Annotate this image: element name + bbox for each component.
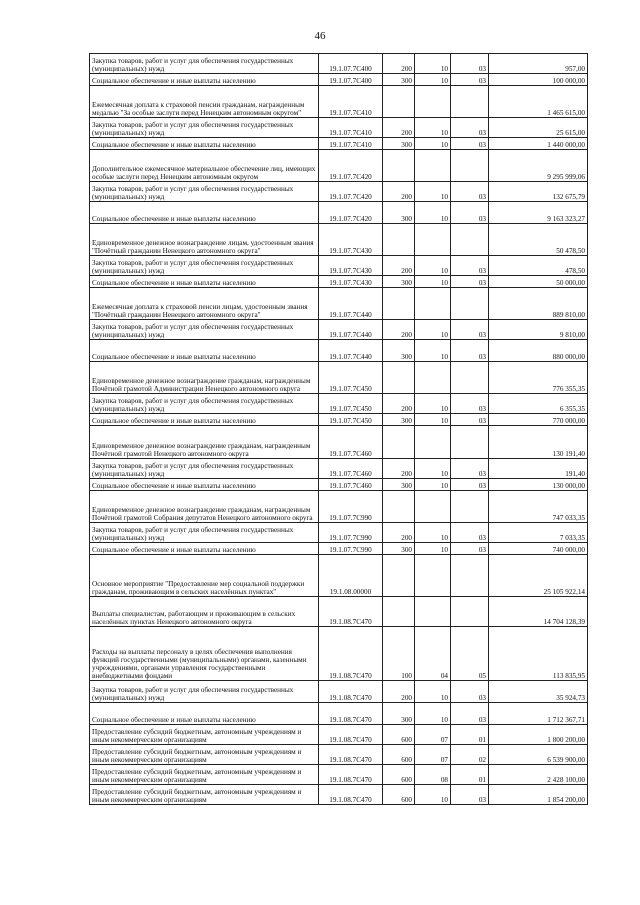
row-name-cell: Социальное обеспечение и иные выплаты населению xyxy=(90,74,319,86)
subsection-cell: 02 xyxy=(451,745,489,765)
subsection-cell: 03 xyxy=(451,703,489,725)
table-row xyxy=(90,479,588,491)
expense-type-cell: 200 xyxy=(383,320,415,340)
subsection-cell: 03 xyxy=(451,54,489,74)
table-row xyxy=(90,523,588,543)
table-row xyxy=(90,627,588,681)
expense-type-cell: 200 xyxy=(383,459,415,479)
subsection-cell: 03 xyxy=(451,202,489,224)
subsection-cell xyxy=(451,426,489,459)
section-cell: 10 xyxy=(415,459,451,479)
expense-type-cell: 300 xyxy=(383,276,415,288)
target-article-cell: 19.1.07.7С990 xyxy=(319,491,383,523)
expense-type-cell: 300 xyxy=(383,74,415,86)
target-article-cell: 19.1.08.7С470 xyxy=(319,597,383,627)
section-cell: 10 xyxy=(415,394,451,414)
target-article-cell: 19.1.07.7С450 xyxy=(319,394,383,414)
expense-type-cell: 300 xyxy=(383,414,415,426)
target-article-cell: 19.1.07.7С400 xyxy=(319,54,383,74)
section-cell xyxy=(415,86,451,118)
subsection-cell: 03 xyxy=(451,340,489,362)
expense-type-cell xyxy=(383,491,415,523)
row-name-cell: Закупка товаров, работ и услуг для обеспечения государственных (муниципальных) нужд xyxy=(90,681,319,703)
table-row xyxy=(90,745,588,765)
subsection-cell xyxy=(451,597,489,627)
table-row xyxy=(90,491,588,523)
section-cell: 10 xyxy=(415,276,451,288)
section-cell: 04 xyxy=(415,627,451,681)
row-name-cell: Социальное обеспечение и иные выплаты населению xyxy=(90,479,319,491)
row-name-cell: Единовременное денежное вознаграждение гражданам, награжденным Почётной грамотой Администрации Ненецкого автономного округа xyxy=(90,362,319,394)
expense-type-cell: 200 xyxy=(383,256,415,276)
expense-type-cell xyxy=(383,597,415,627)
section-cell xyxy=(415,150,451,182)
expense-type-cell xyxy=(383,224,415,256)
amount-cell: 9 295 999,06 xyxy=(489,150,588,182)
amount-cell: 113 835,95 xyxy=(489,627,588,681)
target-article-cell: 19.1.08.7С470 xyxy=(319,725,383,745)
row-name-cell: Основное мероприятие "Предоставление мер социальной поддержки гражданам, проживающим в сельских населённых пунктах" xyxy=(90,555,319,597)
subsection-cell: 03 xyxy=(451,394,489,414)
table-row xyxy=(90,340,588,362)
expense-type-cell: 600 xyxy=(383,725,415,745)
table-row xyxy=(90,182,588,202)
row-name-cell: Единовременное денежное вознаграждение лицам, удостоенным звания "Почётный гражданин Ненецкого автономного округа" xyxy=(90,224,319,256)
expense-type-cell: 200 xyxy=(383,523,415,543)
subsection-cell: 03 xyxy=(451,320,489,340)
subsection-cell: 03 xyxy=(451,681,489,703)
target-article-cell: 19.1.07.7С440 xyxy=(319,320,383,340)
table-row xyxy=(90,202,588,224)
table-row xyxy=(90,555,588,597)
section-cell: 10 xyxy=(415,182,451,202)
amount-cell: 889 810,00 xyxy=(489,288,588,320)
expense-type-cell xyxy=(383,555,415,597)
section-cell: 07 xyxy=(415,745,451,765)
expense-type-cell: 200 xyxy=(383,394,415,414)
table-row xyxy=(90,86,588,118)
row-name-cell: Единовременное денежное вознаграждение гражданам, награжденным Почётной грамотой Собрания депутатов Ненецкого автономного округа xyxy=(90,491,319,523)
subsection-cell: 03 xyxy=(451,74,489,86)
target-article-cell: 19.1.08.7С470 xyxy=(319,785,383,805)
amount-cell: 130 000,00 xyxy=(489,479,588,491)
subsection-cell xyxy=(451,362,489,394)
section-cell xyxy=(415,597,451,627)
expense-type-cell: 300 xyxy=(383,479,415,491)
table-row xyxy=(90,725,588,745)
row-name-cell: Расходы на выплаты персоналу в целях обеспечения выполнения функций государственными (муниципальными) органами, казенными учреждениями, органами управления государственными внебюджетными фондами xyxy=(90,627,319,681)
table-row xyxy=(90,288,588,320)
subsection-cell xyxy=(451,150,489,182)
row-name-cell: Социальное обеспечение и иные выплаты населению xyxy=(90,414,319,426)
table-row xyxy=(90,703,588,725)
target-article-cell: 19.1.07.7С440 xyxy=(319,288,383,320)
section-cell xyxy=(415,362,451,394)
amount-cell: 740 000,00 xyxy=(489,543,588,555)
amount-cell: 6 355,35 xyxy=(489,394,588,414)
row-name-cell: Предоставление субсидий бюджетным, автономным учреждениям и иным некоммерческим организациям xyxy=(90,725,319,745)
expense-type-cell: 300 xyxy=(383,703,415,725)
amount-cell: 50 478,50 xyxy=(489,224,588,256)
target-article-cell: 19.1.07.7С990 xyxy=(319,523,383,543)
expense-type-cell: 300 xyxy=(383,138,415,150)
section-cell xyxy=(415,426,451,459)
subsection-cell xyxy=(451,491,489,523)
expense-type-cell: 600 xyxy=(383,745,415,765)
amount-cell: 9 163 323,27 xyxy=(489,202,588,224)
amount-cell: 25 615,00 xyxy=(489,118,588,138)
table-row xyxy=(90,414,588,426)
expense-type-cell: 200 xyxy=(383,182,415,202)
table-row xyxy=(90,394,588,414)
target-article-cell: 19.1.07.7С410 xyxy=(319,118,383,138)
section-cell xyxy=(415,288,451,320)
section-cell: 07 xyxy=(415,725,451,745)
expense-type-cell xyxy=(383,426,415,459)
amount-cell: 130 191,40 xyxy=(489,426,588,459)
amount-cell: 880 000,00 xyxy=(489,340,588,362)
row-name-cell: Ежемесячная доплата к страховой пенсии лицам, удостоенным звания "Почётный гражданин Ненецкого автономного округа" xyxy=(90,288,319,320)
subsection-cell: 03 xyxy=(451,523,489,543)
section-cell: 10 xyxy=(415,138,451,150)
expense-type-cell: 600 xyxy=(383,765,415,785)
table-row xyxy=(90,150,588,182)
amount-cell: 747 033,35 xyxy=(489,491,588,523)
subsection-cell: 03 xyxy=(451,118,489,138)
row-name-cell: Предоставление субсидий бюджетным, автономным учреждениям и иным некоммерческим организациям xyxy=(90,785,319,805)
target-article-cell: 19.1.08.7С470 xyxy=(319,681,383,703)
target-article-cell: 19.1.07.7С400 xyxy=(319,74,383,86)
row-name-cell: Социальное обеспечение и иные выплаты населению xyxy=(90,202,319,224)
subsection-cell: 03 xyxy=(451,543,489,555)
row-name-cell: Выплаты специалистам, работающим и проживающим в сельских населённых пунктах Ненецкого автономного округа xyxy=(90,597,319,627)
target-article-cell: 19.1.07.7С420 xyxy=(319,202,383,224)
expense-type-cell xyxy=(383,362,415,394)
row-name-cell: Закупка товаров, работ и услуг для обеспечения государственных (муниципальных) нужд xyxy=(90,182,319,202)
table-row xyxy=(90,224,588,256)
amount-cell: 35 924,73 xyxy=(489,681,588,703)
amount-cell: 100 000,00 xyxy=(489,74,588,86)
subsection-cell: 05 xyxy=(451,627,489,681)
section-cell: 10 xyxy=(415,340,451,362)
amount-cell: 6 539 900,00 xyxy=(489,745,588,765)
target-article-cell: 19.1.07.7С410 xyxy=(319,86,383,118)
section-cell xyxy=(415,491,451,523)
amount-cell: 1 440 000,00 xyxy=(489,138,588,150)
target-article-cell: 19.1.07.7С420 xyxy=(319,150,383,182)
row-name-cell: Закупка товаров, работ и услуг для обеспечения государственных (муниципальных) нужд xyxy=(90,523,319,543)
budget-table-body xyxy=(90,54,588,805)
subsection-cell: 03 xyxy=(451,256,489,276)
row-name-cell: Социальное обеспечение и иные выплаты населению xyxy=(90,543,319,555)
amount-cell: 7 033,35 xyxy=(489,523,588,543)
expense-type-cell: 300 xyxy=(383,202,415,224)
table-row xyxy=(90,54,588,74)
table-row xyxy=(90,320,588,340)
section-cell: 10 xyxy=(415,785,451,805)
expense-type-cell: 200 xyxy=(383,54,415,74)
amount-cell: 776 355,35 xyxy=(489,362,588,394)
target-article-cell: 19.1.07.7С450 xyxy=(319,414,383,426)
target-article-cell: 19.1.07.7С410 xyxy=(319,138,383,150)
amount-cell: 9 810,00 xyxy=(489,320,588,340)
amount-cell: 770 000,00 xyxy=(489,414,588,426)
subsection-cell xyxy=(451,555,489,597)
target-article-cell: 19.1.07.7С430 xyxy=(319,276,383,288)
row-name-cell: Единовременное денежное вознаграждение гражданам, награжденным Почётной грамотой Ненецкого автономного округа xyxy=(90,426,319,459)
table-row xyxy=(90,426,588,459)
row-name-cell: Ежемесячная доплата к страховой пенсии гражданам, награжденным медалью "За особые заслуги перед Ненецким автономным округом" xyxy=(90,86,319,118)
row-name-cell: Закупка товаров, работ и услуг для обеспечения государственных (муниципальных) нужд xyxy=(90,394,319,414)
amount-cell: 1 800 200,00 xyxy=(489,725,588,745)
subsection-cell xyxy=(451,86,489,118)
subsection-cell: 03 xyxy=(451,785,489,805)
subsection-cell: 03 xyxy=(451,276,489,288)
amount-cell: 1 465 615,00 xyxy=(489,86,588,118)
section-cell: 10 xyxy=(415,414,451,426)
section-cell: 10 xyxy=(415,543,451,555)
amount-cell: 14 704 128,39 xyxy=(489,597,588,627)
row-name-cell: Социальное обеспечение и иные выплаты населению xyxy=(90,703,319,725)
row-name-cell: Предоставление субсидий бюджетным, автономным учреждениям и иным некоммерческим организациям xyxy=(90,745,319,765)
page-number: 46 xyxy=(314,30,326,42)
expense-type-cell: 300 xyxy=(383,340,415,362)
target-article-cell: 19.1.07.7С990 xyxy=(319,543,383,555)
target-article-cell: 19.1.07.7С430 xyxy=(319,256,383,276)
subsection-cell xyxy=(451,288,489,320)
target-article-cell: 19.1.08.7С470 xyxy=(319,703,383,725)
expense-type-cell: 600 xyxy=(383,785,415,805)
target-article-cell: 19.1.08.7С470 xyxy=(319,745,383,765)
amount-cell: 478,50 xyxy=(489,256,588,276)
subsection-cell xyxy=(451,224,489,256)
subsection-cell: 01 xyxy=(451,765,489,785)
target-article-cell: 19.1.08.7С470 xyxy=(319,627,383,681)
row-name-cell: Социальное обеспечение и иные выплаты населению xyxy=(90,138,319,150)
subsection-cell: 03 xyxy=(451,182,489,202)
amount-cell: 1 712 367,71 xyxy=(489,703,588,725)
section-cell: 10 xyxy=(415,320,451,340)
expense-type-cell: 200 xyxy=(383,118,415,138)
row-name-cell: Социальное обеспечение и иные выплаты населению xyxy=(90,276,319,288)
target-article-cell: 19.1.07.7С420 xyxy=(319,182,383,202)
table-row xyxy=(90,765,588,785)
row-name-cell: Дополнительное ежемесячное материальное обеспечение лиц, имеющих особые заслуги перед Ненецким автономным округом xyxy=(90,150,319,182)
row-name-cell: Закупка товаров, работ и услуг для обеспечения государственных (муниципальных) нужд xyxy=(90,320,319,340)
target-article-cell: 19.1.08.00000 xyxy=(319,555,383,597)
subsection-cell: 01 xyxy=(451,725,489,745)
target-article-cell: 19.1.07.7С440 xyxy=(319,340,383,362)
section-cell: 10 xyxy=(415,74,451,86)
table-row xyxy=(90,543,588,555)
expense-type-cell xyxy=(383,288,415,320)
row-name-cell: Закупка товаров, работ и услуг для обеспечения государственных (муниципальных) нужд xyxy=(90,459,319,479)
expense-type-cell xyxy=(383,86,415,118)
section-cell: 10 xyxy=(415,256,451,276)
amount-cell: 25 105 922,14 xyxy=(489,555,588,597)
table-row xyxy=(90,138,588,150)
amount-cell: 50 000,00 xyxy=(489,276,588,288)
target-article-cell: 19.1.07.7С460 xyxy=(319,426,383,459)
subsection-cell: 03 xyxy=(451,479,489,491)
section-cell xyxy=(415,224,451,256)
table-row xyxy=(90,74,588,86)
section-cell xyxy=(415,555,451,597)
section-cell: 10 xyxy=(415,202,451,224)
row-name-cell: Закупка товаров, работ и услуг для обеспечения государственных (муниципальных) нужд xyxy=(90,256,319,276)
expense-type-cell xyxy=(383,150,415,182)
amount-cell: 1 854 200,00 xyxy=(489,785,588,805)
table-row xyxy=(90,785,588,805)
section-cell: 10 xyxy=(415,118,451,138)
row-name-cell: Предоставление субсидий бюджетным, автономным учреждениям и иным некоммерческим организациям xyxy=(90,765,319,785)
subsection-cell: 03 xyxy=(451,459,489,479)
subsection-cell: 03 xyxy=(451,138,489,150)
table-row xyxy=(90,362,588,394)
row-name-cell: Социальное обеспечение и иные выплаты населению xyxy=(90,340,319,362)
table-row xyxy=(90,276,588,288)
target-article-cell: 19.1.07.7С430 xyxy=(319,224,383,256)
subsection-cell: 03 xyxy=(451,414,489,426)
budget-table xyxy=(89,53,588,805)
target-article-cell: 19.1.08.7С470 xyxy=(319,765,383,785)
table-row xyxy=(90,256,588,276)
section-cell: 10 xyxy=(415,681,451,703)
amount-cell: 191,40 xyxy=(489,459,588,479)
amount-cell: 132 675,79 xyxy=(489,182,588,202)
expense-type-cell: 300 xyxy=(383,543,415,555)
table-row xyxy=(90,597,588,627)
section-cell: 10 xyxy=(415,479,451,491)
target-article-cell: 19.1.07.7С460 xyxy=(319,479,383,491)
amount-cell: 957,00 xyxy=(489,54,588,74)
table-row xyxy=(90,459,588,479)
table-row xyxy=(90,681,588,703)
amount-cell: 2 428 100,00 xyxy=(489,765,588,785)
expense-type-cell: 100 xyxy=(383,627,415,681)
expense-type-cell: 200 xyxy=(383,681,415,703)
row-name-cell: Закупка товаров, работ и услуг для обеспечения государственных (муниципальных) нужд xyxy=(90,54,319,74)
section-cell: 10 xyxy=(415,54,451,74)
target-article-cell: 19.1.07.7С450 xyxy=(319,362,383,394)
target-article-cell: 19.1.07.7С460 xyxy=(319,459,383,479)
row-name-cell: Закупка товаров, работ и услуг для обеспечения государственных (муниципальных) нужд xyxy=(90,118,319,138)
section-cell: 08 xyxy=(415,765,451,785)
section-cell: 10 xyxy=(415,523,451,543)
section-cell: 10 xyxy=(415,703,451,725)
table-row xyxy=(90,118,588,138)
